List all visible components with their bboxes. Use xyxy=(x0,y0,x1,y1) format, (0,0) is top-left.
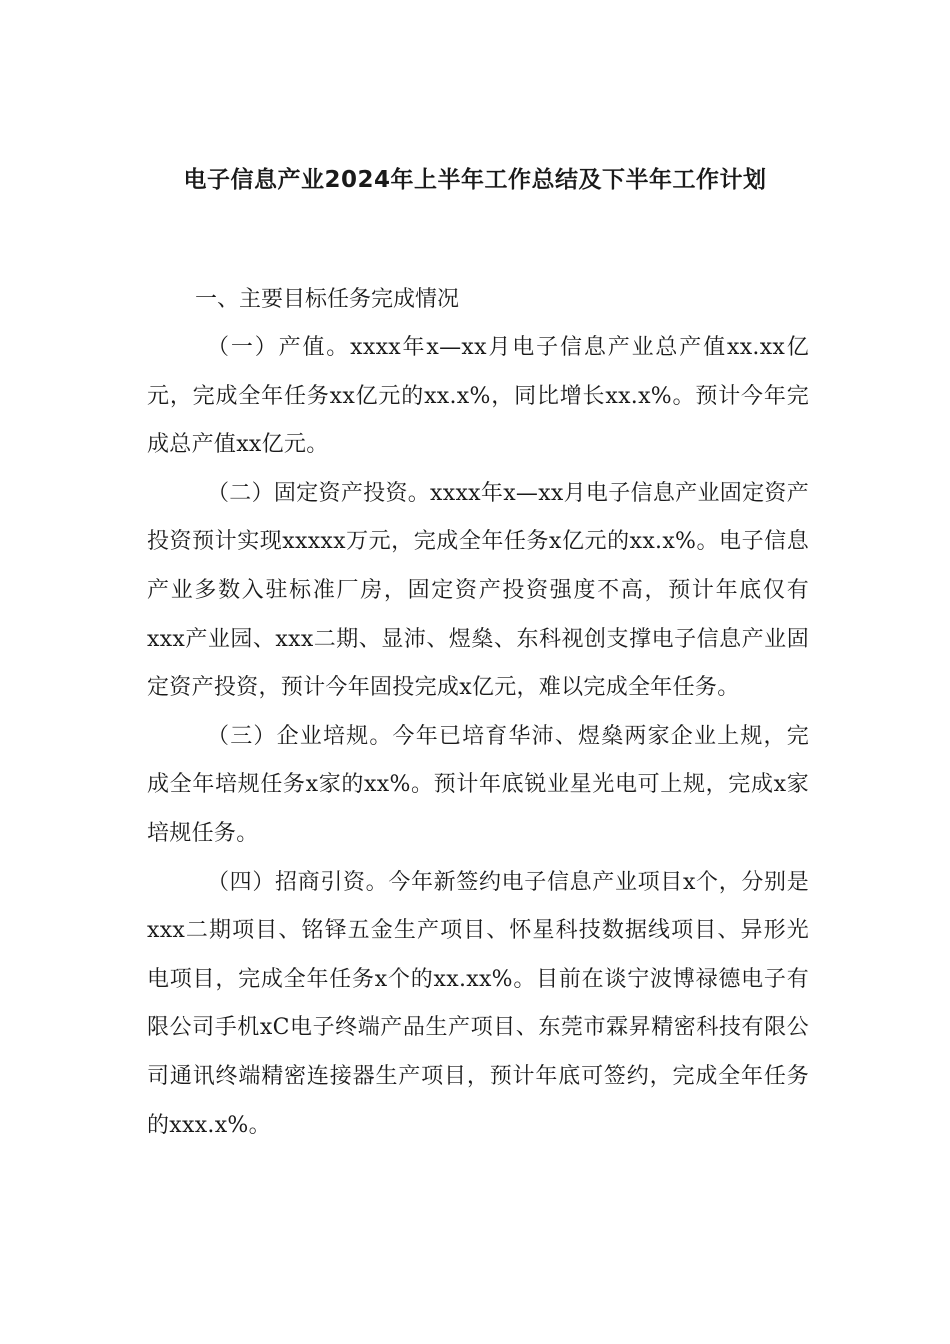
paragraph-enterprise-cultivation: （三）企业培规。今年已培育华沛、煜燊两家企业上规，完成全年培规任务x家的xx%。预计年底锐业星光电可上规，完成x家培规任务。 xyxy=(147,723,809,846)
paragraph-fixed-asset-investment: （二）固定资产投资。xxxx年x—xx月电子信息产业固定资产投资预计实现xxxxx万元，完成全年任务x亿元的xx.x%。电子信息产业多数入驻标准厂房，固定资产投资强度不高，预计年底仅有xxx产业园、xxx二期、显沛、煜燊、东科视创支撑电子信息产业固定资产投资，预计今年固投完成x亿元，难以完成全年任务。 xyxy=(147,480,809,701)
section-heading: 一、主要目标任务完成情况 xyxy=(195,287,460,312)
document-body xyxy=(147,276,809,1150)
document-title: 电子信息产业2024年上半年工作总结及下半年工作计划 xyxy=(183,167,767,193)
paragraph-output-value: （一）产值。xxxx年x—xx月电子信息产业总产值xx.xx亿元，完成全年任务xx亿元的xx.x%，同比增长xx.x%。预计今年完成总产值xx亿元。 xyxy=(147,335,809,458)
paragraph-investment-attraction: （四）招商引资。今年新签约电子信息产业项目x个，分别是xxx二期项目、铭铎五金生产项目、怀星科技数据线项目、异形光电项目，完成全年任务x个的xx.xx%。目前在谈宁波博禄德电子有限公司手机xC电子终端产品生产项目、东莞市霖昇精密科技有限公司通讯终端精密连接器生产项目，预计年底可签约，完成全年任务的xxx.x%。 xyxy=(147,869,809,1138)
